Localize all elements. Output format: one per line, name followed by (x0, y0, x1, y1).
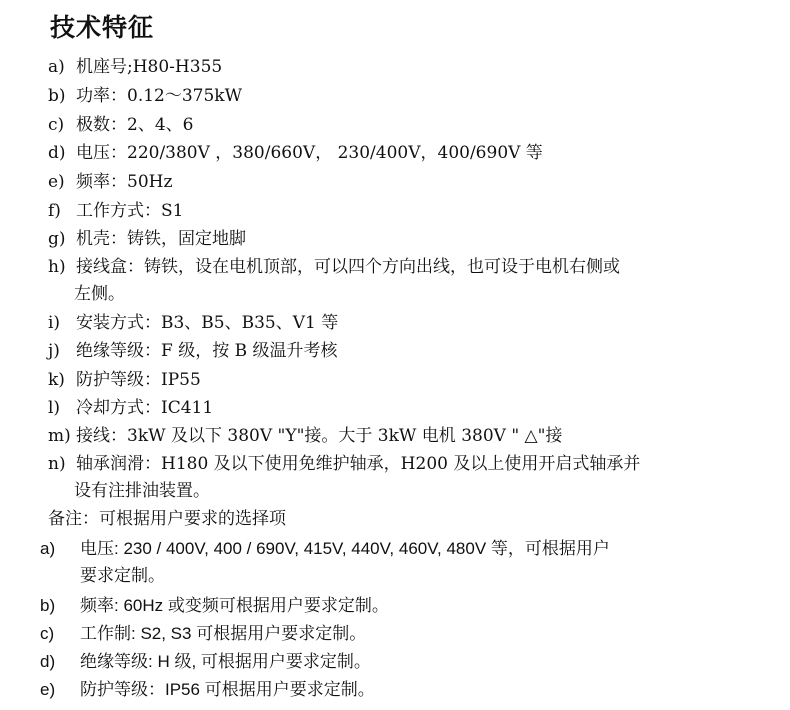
feature-item (48, 56, 222, 78)
option-label: c) (40, 624, 55, 643)
option-text: 电压: 230 / 400V, 400 / 690V, 415V, 440V, 460V, 480V 等，可根据用户 (80, 539, 610, 558)
option-item (40, 538, 610, 560)
item-label: m) (48, 426, 71, 446)
feature-item (48, 340, 338, 362)
feature-item (48, 397, 213, 419)
feature-item (48, 142, 543, 164)
option-text: 绝缘等级: H 级, 可根据用户要求定制。 (80, 652, 371, 671)
item-text: 极数：2、4、6 (76, 115, 194, 135)
option-text: 防护等级：IP56 可根据用户要求定制。 (80, 680, 375, 699)
item-text: 接线：3kW 及以下 380V "Y"接。大于 3kW 电机 380V " △"接 (76, 426, 563, 446)
item-text: 功率：0.12～375kW (76, 86, 243, 106)
item-label: h) (48, 257, 66, 277)
item-label: b) (48, 86, 66, 106)
option-text: 频率: 60Hz 或变频可根据用户要求定制。 (80, 596, 389, 615)
feature-item (48, 228, 246, 250)
option-text: 工作制: S2, S3 可根据用户要求定制。 (80, 624, 367, 643)
item-text: 接线盒：铸铁，设在电机顶部，可以四个方向出线，也可设于电机右侧或 (76, 257, 620, 277)
option-label: a) (40, 539, 56, 558)
item-label: i) (48, 313, 61, 333)
option-item (40, 679, 375, 701)
item-text: 机座号;H80-H355 (76, 57, 223, 77)
item-label: e) (48, 172, 65, 192)
feature-item (48, 312, 338, 334)
item-continuation: 左侧。 (74, 284, 125, 304)
item-text: 机壳：铸铁，固定地脚 (76, 229, 246, 249)
option-continuation: 要求定制。 (80, 566, 165, 585)
item-text: 安装方式：B3、B5、B35、V1 等 (76, 313, 339, 333)
item-label: c) (48, 115, 65, 135)
note-heading: 备注：可根据用户要求的选择项 (48, 509, 286, 529)
feature-item (48, 200, 183, 222)
item-text: 轴承润滑：H180 及以下使用免维护轴承，H200 及以上使用开启式轴承并 (76, 454, 641, 474)
item-text: 频率：50Hz (76, 172, 173, 192)
item-text: 绝缘等级：F 级，按 B 级温升考核 (76, 341, 338, 361)
item-label: l) (48, 398, 61, 418)
item-label: f) (48, 201, 61, 221)
option-item (40, 595, 389, 617)
item-label: d) (48, 143, 66, 163)
option-item (40, 651, 371, 673)
option-label: d) (40, 652, 56, 671)
option-label: e) (40, 680, 56, 699)
feature-item (48, 171, 172, 193)
feature-item (48, 453, 640, 475)
feature-item (48, 85, 242, 107)
item-text: 防护等级：IP55 (76, 370, 201, 390)
item-text: 电压：220/380V ，380/660V， 230/400V，400/690V 等 (76, 143, 543, 163)
item-label: g) (48, 229, 66, 249)
item-label: a) (48, 57, 65, 77)
page-title: 技术特征 (50, 13, 155, 42)
option-label: b) (40, 596, 56, 615)
item-label: j) (48, 341, 60, 361)
item-text: 工作方式：S1 (76, 201, 184, 221)
feature-item (48, 369, 201, 391)
feature-item (48, 425, 562, 447)
feature-item (48, 256, 620, 278)
option-item (40, 623, 366, 645)
item-continuation: 设有注排油装置。 (74, 481, 210, 501)
item-label: n) (48, 454, 66, 474)
item-label: k) (48, 370, 65, 390)
feature-item (48, 114, 193, 136)
item-text: 冷却方式：IC411 (76, 398, 214, 418)
